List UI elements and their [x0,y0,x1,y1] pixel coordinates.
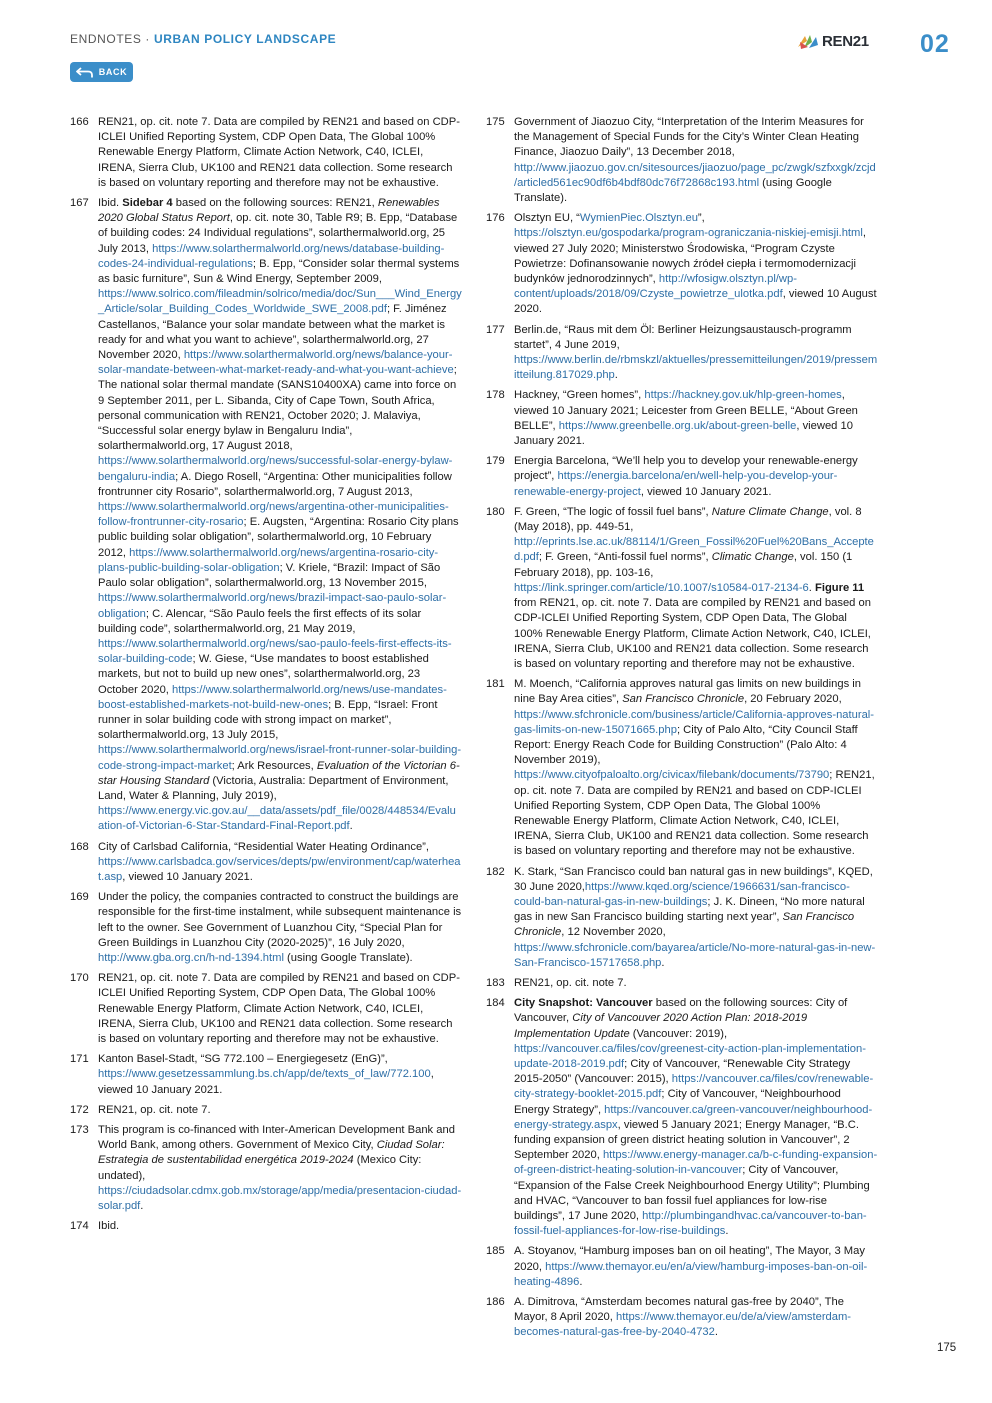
bold-reference: Sidebar 4 [122,197,173,210]
endnote-text [98,890,462,966]
endnote-number: 171 [70,1053,89,1066]
endnote-text-segment: Hackney, “Green homes”, [514,389,645,402]
endnote-text [514,1244,878,1290]
publication-title: San Francisco Chronicle [622,693,745,706]
endnote-text [98,1219,462,1234]
source-link[interactable]: https://www.themayor.eu/en/a/view/hamburg-imposes-ban-on-oil-heating-4896 [514,1260,868,1288]
endnote-text-segment: F. Green, “The logic of fossil fuel bans”, [514,505,712,518]
endnote-text [514,115,878,206]
source-link[interactable]: https://www.carlsbadca.gov/services/depts/pw/environment/cap/waterheat.asp [98,855,461,883]
endnote-text-segment: REN21, op. cit. note 7. Data are compiled by REN21 and based on CDP-ICLEI Unified Reporting System, CDP Open Data, The Global 100% Renewable Energy Platform, Climate Action Network, C40, ICLEI, IRENA, Sierra Club, UK100 and REN21 data collection. Some research is based on voluntary reporting and therefore may not be exhaustive. [98,116,460,189]
endnote-text-segment: ; REN21, op. cit. note 7. Data are compiled by REN21 and based on CDP-ICLEI Unified Reporting System, CDP Open Data, The Global 100% Renewable Energy Platform, Climate Action Network, C40, ICLEI, IRENA, Sierra Club, UK100 and REN21 data collection. Some research is based on voluntary reporting and therefore may not be exhaustive. [514,769,875,858]
source-link[interactable]: https://www.solarthermalworld.org/news/argentina-rosario-city-plans-public-building-solar-obligation [98,546,439,574]
endnote [70,971,462,1047]
endnote-text-segment: ; V. Kriele, “Brazil: Impact of São Paulo solar obligation”, solarthermalworld.org, 13 November 2015, [98,561,441,590]
endnote-text-segment: ; City of Vancouver, “Neighbourhood Energy Strategy”, [514,1088,841,1116]
source-link[interactable]: https://www.berlin.de/rbmskzl/aktuelles/pressemitteilungen/2019/pressemitteilung.817029.php [514,354,878,382]
endnote-text-segment: (using Google Translate). [283,951,413,964]
source-link[interactable]: https://www.energy.vic.gov.au/__data/assets/pdf_file/0028/448534/Evaluation-of-Victorian-6-Star-Standard-Final-Report.pdf [98,805,456,833]
endnote-text-segment: , viewed 5 January 2021; Energy Manager, “B.C. funding expansion of green district heating solution in Vancouver”, 2 September 2020, [514,1118,859,1162]
source-link[interactable]: https://energia.barcelona/en/well-help-you-develop-your-renewable-energy-project [514,470,838,498]
source-link[interactable]: https://www.kqed.org/science/1966631/san-francisco-could-ban-natural-gas-in-new-buildings [514,880,850,908]
endnote-text-segment: , viewed 10 January 2021; Leicester from Green BELLE, “About Green BELLE”, [514,389,858,432]
chapter-number: 02 [920,30,950,58]
endnote-text-segment: ; The national solar thermal mandate (SANS10400XA) came into force on 9 September 2011, per L. Sibanda, City of Cape Town, South Africa, personal communication with REN21, October 2020; J. Malaviya, “Successful solar energy bylaw in Bengaluru India”, solarthermalworld.org, 17 August 2018, [98,364,457,453]
back-button-label: BACK [98,67,128,77]
endnote-text [98,840,462,886]
source-link[interactable]: http://wfosigw.olsztyn.pl/wp-content/uploads/2018/09/Czyste_powietrze_ulotka.pdf [514,273,797,301]
source-link[interactable]: https://www.sfchronicle.com/bayarea/article/No-more-natural-gas-in-new-San-Francisco-15717658.php [514,941,876,969]
source-link[interactable]: https://www.solarthermalworld.org/news/use-mandates-boost-established-markets-not-build-new-ones [98,683,447,711]
publication-title: Evaluation of the Victorian 6-star Housing Standard [98,759,460,787]
source-link[interactable]: https://vancouver.ca/green-vancouver/neighbourhood-energy-strategy.aspx [514,1103,873,1131]
source-link[interactable]: https://www.solarthermalworld.org/news/brazil-impact-sao-paulo-solar-obligation [98,592,447,620]
publication-title: Climatic Change [711,551,794,564]
endnote-text-segment: based on the following sources: City of Vancouver, [514,997,848,1025]
endnote-text-segment: (using Google Translate). [514,176,832,205]
endnote-text-segment: , vol. 8 (May 2018), pp. 449-51, [514,505,862,534]
endnote-text-segment: , 20 February 2020, [744,693,842,706]
endnote-text-segment: . [661,956,665,969]
endnote-text-segment: . [714,1326,718,1339]
publication-title: City of Vancouver 2020 Action Plan: 2018-2019 Implementation Update [514,1012,808,1040]
endnote-text-segment: , viewed 10 January 2021. [640,485,772,498]
source-link[interactable]: https://link.springer.com/article/10.1007/s10584-017-2134-6 [514,581,809,594]
source-link[interactable]: https://olsztyn.eu/gospodarka/program-ograniczania-niskiej-emisji.html [514,227,863,240]
header-section-title: URBAN POLICY LANDSCAPE [153,32,337,46]
source-link[interactable]: https://hackney.gov.uk/hlp-green-homes [644,389,842,402]
endnote-text-segment: . [140,1200,144,1213]
endnote-text-segment: Energia Barcelona, “We’ll help you to develop your renewable-energy project”, [514,455,858,483]
endnote-text [514,454,878,500]
endnote-text-segment: M. Moench, “California approves natural gas limits on new buildings in nine Bay Area cities”, [514,678,861,706]
endnote [486,996,878,1239]
publication-title: Ciudad Solar: Estrategia de sustentabilidad energética 2019-2024 [98,1139,445,1167]
endnote-text-segment: Government of Jiaozuo City, “Interpretation of the Interim Measures for the Management of Special Funds for the City’s Winter Clean Heating Finance, Jiaozuo Daily”, 13 December 2018, [514,116,864,159]
endnote-text-segment: (Mexico City: undated), [98,1154,422,1182]
endnote [486,211,878,317]
endnote-text-segment: (Victoria, Australia: Department of Environment, Land, Water & Planning, July 2019), [98,774,449,802]
endnote-number: 173 [70,1124,89,1136]
endnote-text-segment: ; C. Alencar, “São Paulo feels the first effects of its solar building code”, solarthermalworld.org, 21 May 2019, [98,607,422,635]
publication-title: San Francisco Chronicle [514,911,855,939]
source-link[interactable]: https://www.solarthermalworld.org/news/balance-your-solar-mandate-between-what-market-ready-and-what-you-want-achieve [98,349,454,377]
endnote-text-segment: (Vancouver: 2019), [629,1027,728,1040]
endnote-number: 183 [486,976,505,989]
endnote [70,840,462,886]
source-link[interactable]: https://vancouver.ca/files/cov/greenest-city-action-plan-implementation-update-2018-2019.pdf [514,1042,866,1070]
source-link[interactable]: WymienPiec.Olsztyn.eu [579,212,698,225]
endnote-text-segment: ; City of Vancouver, “Expansion of the False Creek Neighbourhood Energy Utility”; Plumbing and HVAC, “Vancouver to ban fossil fuel appliances for low-rise buildings”, 17 June 2020, [514,1164,870,1223]
endnote-text [514,865,878,971]
endnote-number: 176 [486,212,505,225]
source-link[interactable]: https://www.gesetzessammlung.bs.ch/app/de/texts_of_law/772.100 [98,1068,431,1081]
endnote-text-segment: ; City of Palo Alto, “City Council Staff Report: Energy Reach Code for Building Construction” (Palo Alto: 4 November 2019), [514,723,858,767]
publication-title: Nature Climate Change [711,505,829,518]
source-link[interactable]: https://www.solarthermalworld.org/news/database-building-codes-24-individual-regulations [98,242,445,270]
endnote-text-segment: . [614,369,618,382]
endnote-text [98,115,462,191]
ren21-logo [797,33,869,50]
endnote-number: 182 [486,865,505,878]
endnote-number: 172 [70,1103,89,1116]
endnote-number: 167 [70,197,89,210]
endnote-text-segment: , viewed 10 August 2020. [514,288,877,316]
endnote-text-segment: A. Stoyanov, “Hamburg imposes ban on oil heating”, The Mayor, 3 May 2020, [514,1245,865,1273]
endnote-text-segment: . [349,820,353,833]
endnote-text [514,976,878,991]
source-link[interactable]: http://www.gba.org.cn/h-nd-1394.html [98,951,284,964]
endnote-number: 174 [70,1220,89,1233]
endnote-number: 177 [486,323,505,336]
endnote [70,1123,462,1214]
endnote-text-segment: ; B. Epp, “Israel: Front runner in solar building code with strong impact on market”, solarthermalworld.org, 13 July 2015, [98,698,438,742]
endnote-text-segment: ”, [697,212,705,225]
back-button[interactable] [70,62,133,82]
publication-title: Renewables 2020 Global Status Report [98,197,440,225]
endnote-text-segment: This program is co-financed with Inter-American Development Bank and World Bank, among others. Government of Mexico City, [98,1124,455,1152]
source-link[interactable]: https://www.energy-manager.ca/b-c-funding-expansion-of-green-district-heating-solution-in-vancouver [514,1149,878,1177]
page-number: 175 [937,1342,957,1354]
endnote-number: 181 [486,678,505,691]
endnote-text [98,196,462,835]
endnote-text-segment: , viewed 10 January 2021. [122,870,253,883]
endnote-text-segment: . [725,1225,729,1238]
source-link[interactable]: http://www.jiaozuo.gov.cn/sitesources/jiaozuo/page_pc/zwgk/szfxxgk/zcjd/articled561ec90df6b4bdf80dc76f72868c193.html [514,161,876,189]
endnote [486,115,878,206]
endnote-text-segment: ; A. Diego Rosell, “Argentina: Other municipalities follow frontrunner city Rosario”, solarthermalworld.org, 7 August 2013, [98,470,452,498]
source-link[interactable]: https://www.solarthermalworld.org/news/sao-paulo-feels-first-effects-its-solar-building-code [98,637,452,666]
source-link[interactable]: https://www.greenbelle.org.uk/about-green-belle [558,419,797,432]
endnote-text-segment: Ibid. [98,1220,120,1233]
endnote-text-segment: ; B. Epp, “Consider solar thermal systems as basic furniture”, Sun & Wind Energy, September 2009, [98,257,460,286]
endnote [70,196,462,835]
endnote [486,865,878,971]
endnote-text [514,505,878,672]
source-link[interactable]: https://www.solarthermalworld.org/news/argentina-other-municipalities-follow-frontrunner-city-rosario [98,501,449,529]
endnote [486,677,878,859]
endnote-text-segment: , 12 November 2020, [561,926,666,939]
source-link[interactable]: https://www.solarthermalworld.org/news/successful-solar-energy-bylaw-bengaluru-india [98,455,453,483]
endnote [486,388,878,449]
endnote-number: 175 [486,116,505,128]
endnote-text [98,1052,462,1098]
ren21-logo-text: REN21 [822,33,869,50]
endnote-number: 169 [70,891,89,904]
endnote-text-segment: ; Ark Resources, [231,759,317,772]
endnote-number: 166 [70,116,89,128]
running-header [70,32,336,46]
endnote-text-segment: , viewed 27 July 2020; Ministerstwo Środowiska, “Program Czyste Powietrze: Dofinansowanie nowych źródeł ciepła i termomodernizacji budynków jednorodzinnych”, [514,227,866,286]
source-link[interactable]: http://plumbingandhvac.ca/vancouver-to-ban-fossil-fuel-appliances-for-low-rise-buildings [514,1210,867,1238]
endnote-text-segment: REN21, op. cit. note 7. [98,1103,211,1116]
endnote-text-segment: ; F. Jiménez Castellanos, “Balance your solar mandate between what the market is ready for and what you want to achieve”, solarthermalworld.org, 27 November 2020, [98,303,447,362]
endnote-text-segment: REN21, op. cit. note 7. [514,976,627,989]
endnote-number: 170 [70,972,89,985]
endnote-number: 184 [486,997,505,1010]
endnote-number: 178 [486,389,505,402]
endnote-text-segment: A. Dimitrova, “Amsterdam becomes natural gas-free by 2040”, The Mayor, 8 April 2020, [514,1296,844,1324]
endnote-text-segment: , viewed 10 January 2021. [98,1068,434,1096]
endnote-text-segment: REN21, op. cit. note 7. Data are compiled by REN21 and based on CDP-ICLEI Unified Reporting System, CDP Open Data, The Global 100% Renewable Energy Platform, Climate Action Network, C40, ICLEI, IRENA, Sierra Club, UK100 and REN21 data collection. Some research is based on voluntary reporting and therefore may not be exhaustive. [98,972,460,1045]
endnote [486,976,878,991]
endnote-text-segment: ; F. Green, “Anti-fossil fuel norms”, [538,551,712,564]
endnote [486,454,878,500]
source-link[interactable]: https://www.themayor.eu/de/a/view/amsterdam-becomes-natural-gas-free-by-2040-4732 [514,1311,852,1339]
endnote [70,1103,462,1118]
endnote-text-segment: , op. cit. note 30, Table R9; B. Epp, “Database of building codes: 24 Individual regulations”, solarthermalworld.org, 25 July 2013, [98,212,458,255]
endnote [486,1295,878,1341]
endnote-text [514,996,878,1239]
endnote-text-segment: Ibid. [98,197,123,210]
endnote [486,1244,878,1290]
endnote [70,1052,462,1098]
endnote-text [98,1123,462,1214]
endnote-text [98,1103,462,1118]
endnote-text-segment: Kanton Basel-Stadt, “SG 772.100 – Energiegesetz (EnG)”, [98,1053,388,1066]
source-link[interactable]: http://eprints.lse.ac.uk/88114/1/Green_Fossil%20Fuel%20Bans_Accepted.pdf [514,536,874,564]
endnote-text-segment: , vol. 150 (1 February 2018), pp. 103-16, [514,551,853,579]
source-link[interactable]: https://www.solrico.com/fileadmin/solrico/media/doc/Sun___Wind_Energy_Article/solar_Building_Codes_Worldwide_SWE_2008.pdf [98,288,462,316]
endnote-text-segment: City of Carlsbad California, “Residential Water Heating Ordinance”, [98,840,429,853]
bold-reference: Figure 11 [815,581,865,594]
endnote [486,505,878,672]
endnote-text-segment: ; E. Augsten, “Argentina: Rosario City plans public building solar obligation”, solarthermalworld.org, 10 February 2012, [98,516,459,559]
endnote [486,323,878,384]
endnote-text [514,211,878,317]
endnote-text-segment: . [579,1275,583,1288]
endnote-text [98,971,462,1047]
source-link[interactable]: https://vancouver.ca/files/cov/renewable-city-strategy-booklet-2015.pdf [514,1073,874,1101]
source-link[interactable]: https://www.sfchronicle.com/business/article/California-approves-natural-gas-limits-on-new-15071665.php [514,708,875,736]
endnote-text-segment: Olsztyn EU, “ [514,212,580,225]
endnote-text [514,677,878,859]
endnote-number: 168 [70,840,89,853]
endnote [70,1219,462,1234]
endnote-number: 185 [486,1245,505,1258]
endnote [70,890,462,966]
endnotes-right-column [486,115,878,1346]
endnote-number: 179 [486,455,505,468]
endnote-text-segment: Berlin.de, “Raus mit dem Öl: Berliner Heizungsaustausch-programm startet”, 4 June 2019, [514,323,852,351]
endnote-text-segment: , viewed 10 January 2021. [514,419,853,448]
endnote-text-segment: . [808,581,815,594]
endnote-text-segment: ; W. Giese, “Use mandates to boost established markets, but not to build up new ones”, solarthermalworld.org, 23 October 2020, [98,653,429,696]
source-link[interactable]: https://ciudadsolar.cdmx.gob.mx/storage/app/media/presentacion-ciudad-solar.pdf [98,1184,462,1213]
source-link[interactable]: https://www.solarthermalworld.org/news/israel-front-runner-solar-building-code-strong-impact-market [98,744,462,772]
endnote-text-segment: based on the following sources: REN21, [172,197,378,210]
endnote-text-segment: Under the policy, the companies contracted to construct the buildings are responsible for the first-time instalment, while subsequent maintenance is left to the owner. See Government of Luanzhou City, “Special Plan for Green Buildings in Luanzhou City (2020-2025)”, 16 July 2020, [98,891,462,949]
bold-reference: City Snapshot: Vancouver [514,997,653,1010]
endnote-text-segment: from REN21, op. cit. note 7. Data are compiled by REN21 and based on CDP-ICLEI Unified Reporting System, CDP Open Data, The Global 100% Renewable Energy Platform, Climate Action Network, C40, ICLEI, IRENA, Sierra Club, UK100 and REN21 data collection. Some research is based on voluntary reporting and therefore may not be exhaustive. [514,597,871,670]
endnote-text [514,388,878,449]
endnote-text-segment: ; City of Vancouver, “Renewable City Strategy 2015-2050” (Vancouver: 2015), [514,1057,851,1086]
endnote-text [514,323,878,384]
back-arrow-icon [76,67,94,78]
endnote [70,115,462,191]
endnote-text-segment: ; J. K. Dineen, “No more natural gas in new San Francisco building starting next year”, [514,895,865,924]
endnote-number: 186 [486,1296,505,1309]
endnote-text [514,1295,878,1341]
ren21-logo-icon [797,33,819,50]
endnote-text-segment: K. Stark, “San Francisco could ban natural gas in new buildings”, KQED, 30 June 2020, [514,865,873,893]
endnote-number: 180 [486,505,505,518]
source-link[interactable]: https://www.cityofpaloalto.org/civicax/filebank/documents/73790 [514,769,830,782]
header-prefix: ENDNOTES · [70,32,154,46]
endnotes-left-column [70,115,462,1239]
